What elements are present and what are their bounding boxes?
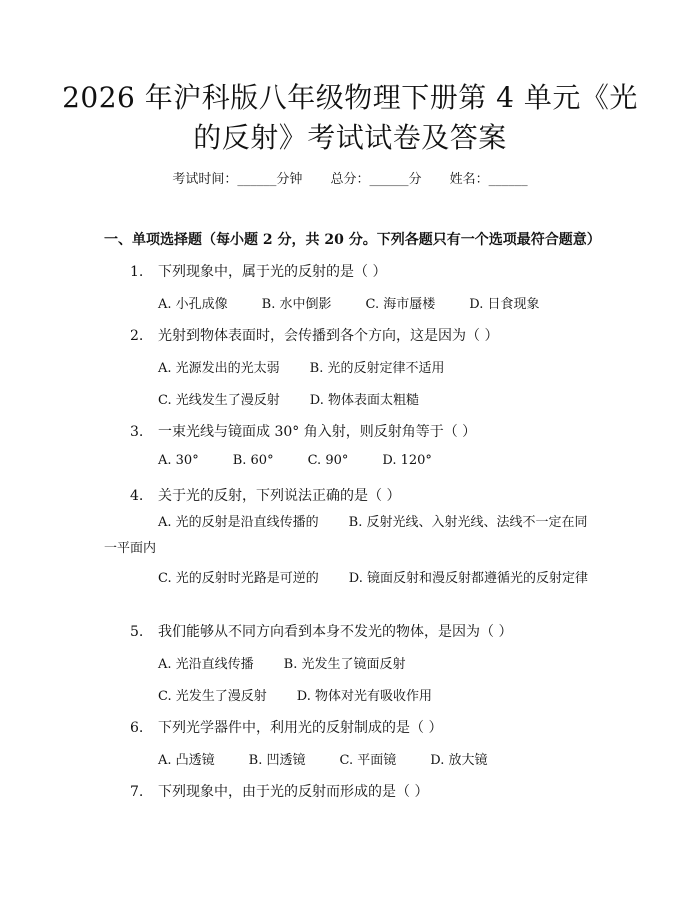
question-text: 关于光的反射，下列说法正确的是（ ） xyxy=(158,488,401,504)
question-5-options-row-2 xyxy=(158,685,432,704)
question-6 xyxy=(130,717,442,737)
question-number: 4. xyxy=(130,488,144,504)
option-d: D. 物体表面太粗糙 xyxy=(309,393,419,408)
option-c: C. 光线发生了漫反射 xyxy=(158,393,280,408)
option-a: A. 30° xyxy=(158,453,199,468)
exam-meta xyxy=(0,168,700,187)
option-a: A. 凸透镜 xyxy=(158,753,215,768)
title-line-1: 2026 年沪科版八年级物理下册第 4 单元《光 xyxy=(62,81,638,114)
question-6-options xyxy=(158,749,487,768)
question-1 xyxy=(130,261,386,281)
question-number: 1. xyxy=(130,264,144,280)
question-2 xyxy=(130,325,498,345)
option-b: B. 水中倒影 xyxy=(261,297,332,312)
option-b: B. 光发生了镜面反射 xyxy=(283,657,406,672)
question-5 xyxy=(130,621,512,641)
option-c: C. 平面镜 xyxy=(339,753,397,768)
question-1-options xyxy=(158,293,539,312)
question-3 xyxy=(130,421,476,441)
question-text: 下列现象中，属于光的反射的是（ ） xyxy=(158,264,387,280)
option-a: A. 光沿直线传播 xyxy=(158,657,254,672)
option-b: B. 凹透镜 xyxy=(248,753,306,768)
question-4 xyxy=(130,485,400,505)
question-number: 6. xyxy=(130,720,144,736)
question-2-options-row-1 xyxy=(158,357,444,376)
question-3-options xyxy=(158,453,432,468)
question-text: 一束光线与镜面成 30° 角入射，则反射角等于（ ） xyxy=(158,424,477,440)
question-number: 7. xyxy=(130,784,144,800)
question-5-options-row-1 xyxy=(158,653,405,672)
question-text: 下列现象中，由于光的反射而形成的是（ ） xyxy=(158,784,429,800)
question-4-options-row-2 xyxy=(104,566,594,592)
exam-total-score: 总分：______分 xyxy=(330,172,422,187)
option-b: B. 光的反射定律不适用 xyxy=(309,361,445,376)
exam-name: 姓名：______ xyxy=(449,172,528,187)
option-d: D. 物体对光有吸收作用 xyxy=(296,689,432,704)
question-number: 5. xyxy=(130,624,144,640)
option-d: D. 镜面反射和漫反射都遵循光的反射定律 xyxy=(348,571,588,586)
option-d: D. 120° xyxy=(382,453,432,468)
option-c: C. 光发生了漫反射 xyxy=(158,689,267,704)
option-d: D. 放大镜 xyxy=(430,753,488,768)
question-text: 下列光学器件中，利用光的反射制成的是（ ） xyxy=(158,720,443,736)
option-b: B. 60° xyxy=(232,453,274,468)
page-title xyxy=(60,78,640,158)
option-c: C. 光的反射时光路是可逆的 xyxy=(158,571,319,586)
exam-time: 考试时间：______分钟 xyxy=(172,172,303,187)
option-a: A. 小孔成像 xyxy=(158,297,228,312)
option-b: B. 反射光线、入射光线、法线不一定在同一平面内 xyxy=(104,515,588,556)
option-a: A. 光源发出的光太弱 xyxy=(158,361,280,376)
question-number: 3. xyxy=(130,424,144,440)
question-2-options-row-2 xyxy=(158,389,419,408)
question-text: 我们能够从不同方向看到本身不发光的物体，是因为（ ） xyxy=(158,624,513,640)
section-heading: 一、单项选择题（每小题 2 分，共 20 分。下列各题只有一个选项最符合题意） xyxy=(104,232,601,248)
question-7 xyxy=(130,781,428,801)
question-number: 2. xyxy=(130,328,144,344)
title-line-2: 的反射》考试试卷及答案 xyxy=(193,121,507,154)
option-c: C. 90° xyxy=(307,453,349,468)
question-text: 光射到物体表面时，会传播到各个方向，这是因为（ ） xyxy=(158,328,499,344)
option-a: A. 光的反射是沿直线传播的 xyxy=(158,515,319,530)
option-c: C. 海市蜃楼 xyxy=(365,297,436,312)
question-4-options-row-1 xyxy=(104,510,594,562)
option-d: D. 日食现象 xyxy=(469,297,540,312)
